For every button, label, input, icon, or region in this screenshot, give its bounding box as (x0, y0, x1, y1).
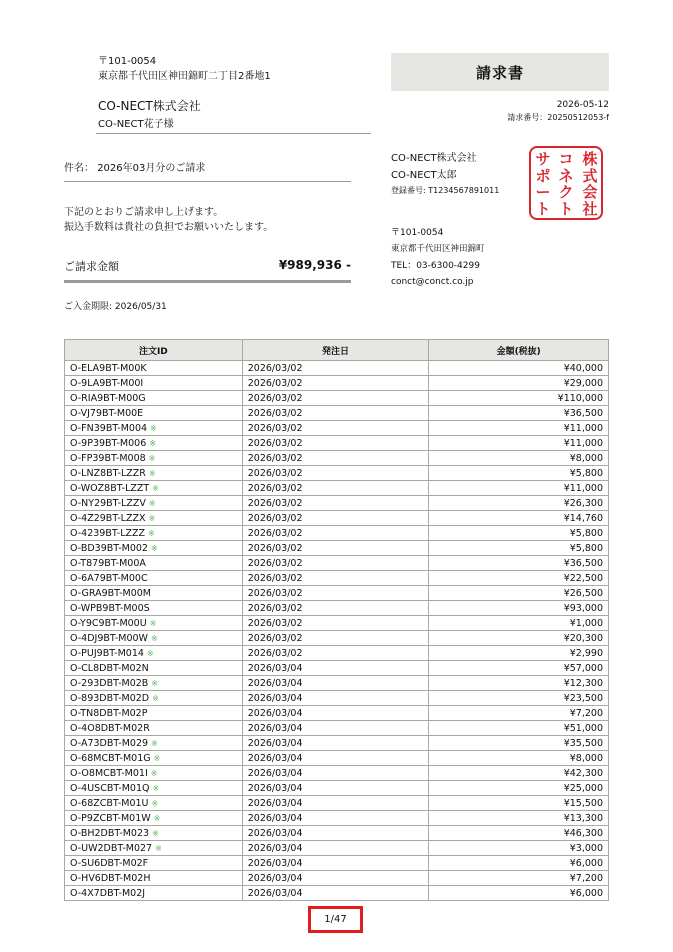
order-id-cell (65, 661, 243, 676)
order-date: 2026/03/04 (242, 826, 429, 841)
note-mark: ※ (153, 813, 161, 823)
order-amount: ¥42,300 (429, 766, 609, 781)
order-id: O-4X7DBT-M02J (70, 887, 146, 899)
note-mark: ※ (153, 753, 161, 763)
order-id-cell (65, 451, 243, 466)
table-row (65, 676, 609, 691)
note-mark: ※ (152, 483, 159, 493)
order-amount: ¥40,000 (429, 361, 609, 376)
table-row (65, 526, 609, 541)
note-mark: ※ (152, 828, 159, 838)
order-id-cell (65, 841, 243, 856)
note-mark: ※ (152, 783, 160, 793)
seal-char: サ (535, 150, 551, 168)
order-id-cell (65, 436, 243, 451)
order-date: 2026/03/02 (242, 451, 429, 466)
table-row (65, 706, 609, 721)
note-mark: ※ (149, 618, 157, 628)
table-row (65, 406, 609, 421)
table-row (65, 466, 609, 481)
order-id: O-ELA9BT-M00K (70, 362, 147, 374)
order-id: O-LNZ8BT-LZZR (70, 467, 146, 479)
order-date: 2026/03/04 (242, 661, 429, 676)
order-id: O-4DJ9BT-M00W (70, 632, 148, 644)
note-mark: ※ (151, 738, 158, 748)
seal-column (532, 151, 554, 217)
issuer-tel: TEL：03-6300-4299 (391, 261, 480, 271)
order-amount: ¥11,000 (429, 436, 609, 451)
order-id-cell (65, 706, 243, 721)
order-id: O-SU6DBT-M02F (70, 857, 149, 869)
order-amount: ¥6,000 (429, 856, 609, 871)
order-date: 2026/03/04 (242, 886, 429, 901)
order-amount: ¥35,500 (429, 736, 609, 751)
order-id-cell (65, 856, 243, 871)
table-row (65, 586, 609, 601)
table-row (65, 826, 609, 841)
header-order-id: 注文ID (65, 340, 243, 361)
order-date: 2026/03/02 (242, 601, 429, 616)
order-amount: ¥5,800 (429, 526, 609, 541)
header-order-date: 発注日 (242, 340, 429, 361)
order-id-cell (65, 646, 243, 661)
page-number: 1/47 (324, 914, 347, 925)
table-row (65, 781, 609, 796)
table-row (65, 511, 609, 526)
order-date: 2026/03/04 (242, 766, 429, 781)
order-date: 2026/03/04 (242, 691, 429, 706)
table-row (65, 661, 609, 676)
seal-char: 社 (582, 199, 598, 218)
subject-line (64, 162, 205, 176)
seal-char: ネ (558, 166, 574, 185)
order-id: O-6A79BT-M00C (70, 572, 148, 584)
note-mark: ※ (146, 648, 154, 658)
order-id-cell (65, 556, 243, 571)
order-id: O-HV6DBT-M02H (70, 872, 151, 884)
order-date: 2026/03/02 (242, 391, 429, 406)
table-row (65, 646, 609, 661)
order-amount: ¥13,300 (429, 811, 609, 826)
order-date: 2026/03/02 (242, 541, 429, 556)
seal-char: ト (535, 199, 551, 218)
order-id: O-4O8DBT-M02R (70, 722, 150, 734)
order-id-cell (65, 601, 243, 616)
order-amount: ¥12,300 (429, 676, 609, 691)
order-date: 2026/03/02 (242, 376, 429, 391)
order-id: O-PUJ9BT-M014 (70, 647, 144, 659)
order-amount: ¥8,000 (429, 751, 609, 766)
order-amount: ¥29,000 (429, 376, 609, 391)
order-date: 2026/03/02 (242, 586, 429, 601)
order-date: 2026/03/02 (242, 511, 429, 526)
order-date: 2026/03/02 (242, 631, 429, 646)
order-id-cell (65, 496, 243, 511)
order-date: 2026/03/02 (242, 496, 429, 511)
order-date: 2026/03/04 (242, 841, 429, 856)
order-id-cell (65, 421, 243, 436)
table-row (65, 436, 609, 451)
table-row (65, 886, 609, 901)
recipient-address: 東京都千代田区神田錦町二丁目2番地1 (98, 71, 271, 82)
order-id: O-BH2DBT-M023 (70, 827, 150, 839)
order-amount: ¥36,500 (429, 556, 609, 571)
table-row (65, 556, 609, 571)
invoice-number: 請求番号：20250512053-f (507, 113, 609, 122)
order-id: O-WOZ8BT-LZZT (70, 482, 150, 494)
order-id: O-FP39BT-M008 (70, 452, 146, 464)
order-id-cell (65, 571, 243, 586)
order-table (64, 339, 609, 901)
order-id-cell (65, 616, 243, 631)
company-seal-stamp (529, 146, 603, 220)
order-date: 2026/03/02 (242, 361, 429, 376)
order-date: 2026/03/04 (242, 706, 429, 721)
order-date: 2026/03/02 (242, 526, 429, 541)
seal-char: ポ (535, 166, 551, 185)
order-id: O-BD39BT-M002 (70, 542, 148, 554)
order-date: 2026/03/02 (242, 481, 429, 496)
recipient-divider (96, 133, 371, 134)
table-row (65, 601, 609, 616)
order-id: O-9P39BT-M006 (70, 437, 147, 449)
order-id-cell (65, 766, 243, 781)
order-id: O-9LA9BT-M00I (70, 377, 144, 389)
order-date: 2026/03/02 (242, 406, 429, 421)
table-row (65, 571, 609, 586)
order-amount: ¥5,800 (429, 466, 609, 481)
issuer-registration: 登録番号: T1234567891011 (391, 186, 500, 195)
order-date: 2026/03/04 (242, 856, 429, 871)
order-id-cell (65, 721, 243, 736)
order-id-cell (65, 526, 243, 541)
order-amount: ¥14,760 (429, 511, 609, 526)
table-row (65, 541, 609, 556)
order-date: 2026/03/04 (242, 871, 429, 886)
seal-char: 株 (582, 150, 598, 168)
header-amount: 金額(税抜) (429, 340, 609, 361)
order-id: O-GRA9BT-M00M (70, 587, 151, 599)
order-amount: ¥2,990 (429, 646, 609, 661)
table-row (65, 721, 609, 736)
issuer-postal: 〒101-0054 (391, 228, 444, 238)
note-mark: ※ (152, 693, 159, 703)
order-amount: ¥57,000 (429, 661, 609, 676)
order-date: 2026/03/04 (242, 721, 429, 736)
seal-char: ク (558, 183, 574, 201)
order-amount: ¥11,000 (429, 481, 609, 496)
order-id: O-WPB9BT-M00S (70, 602, 150, 614)
table-row (65, 691, 609, 706)
subject-label: 件名： (64, 163, 94, 174)
recipient-person: CO-NECT花子様 (98, 119, 174, 130)
order-amount: ¥110,000 (429, 391, 609, 406)
seal-char: ー (535, 183, 551, 201)
table-row (65, 736, 609, 751)
order-id-cell (65, 751, 243, 766)
seal-char: 式 (582, 166, 598, 185)
table-row (65, 856, 609, 871)
order-id-cell (65, 466, 243, 481)
intro-line-1: 下記のとおりご請求申し上げます。 (64, 207, 224, 218)
order-amount: ¥36,500 (429, 406, 609, 421)
issuer-company: CO-NECT株式会社 (391, 153, 477, 164)
issuer-email: conct@conct.co.jp (391, 277, 474, 287)
table-row (65, 361, 609, 376)
order-amount: ¥46,300 (429, 826, 609, 841)
table-row (65, 751, 609, 766)
order-id: O-UW2DBT-M027 (70, 842, 153, 854)
intro-line-2: 振込手数料は貴社の負担でお願いいたします。 (64, 222, 274, 233)
subject-divider (64, 181, 351, 182)
order-id: O-68ZCBT-M01U (70, 797, 149, 809)
order-amount: ¥7,200 (429, 871, 609, 886)
order-date: 2026/03/02 (242, 436, 429, 451)
order-id-cell (65, 586, 243, 601)
due-date: ご入金期限: 2026/05/31 (64, 302, 167, 312)
table-row (65, 616, 609, 631)
order-amount: ¥51,000 (429, 721, 609, 736)
total-amount: ¥989,936 - (278, 258, 351, 272)
order-id: O-4239BT-LZZZ (70, 527, 146, 539)
order-amount: ¥25,000 (429, 781, 609, 796)
order-amount: ¥1,000 (429, 616, 609, 631)
order-id-cell (65, 871, 243, 886)
note-mark: ※ (148, 468, 156, 478)
table-row (65, 496, 609, 511)
order-id-cell (65, 406, 243, 421)
order-date: 2026/03/04 (242, 796, 429, 811)
order-id-cell (65, 541, 243, 556)
seal-char: 会 (582, 183, 598, 201)
order-id: O-P9ZCBT-M01W (70, 812, 151, 824)
recipient-company: CO-NECT株式会社 (98, 99, 201, 113)
note-mark: ※ (150, 423, 157, 433)
document-title: 請求書 (475, 63, 524, 82)
order-date: 2026/03/02 (242, 466, 429, 481)
order-amount: ¥26,300 (429, 496, 609, 511)
order-date: 2026/03/02 (242, 421, 429, 436)
table-body (65, 361, 609, 901)
order-id-cell (65, 691, 243, 706)
seal-char: コ (558, 150, 574, 168)
order-amount: ¥7,200 (429, 706, 609, 721)
order-id-cell (65, 736, 243, 751)
order-id-cell (65, 811, 243, 826)
note-mark: ※ (150, 633, 158, 643)
order-date: 2026/03/02 (242, 556, 429, 571)
total-label: ご請求金額 (64, 260, 119, 273)
issuer-address: 東京都千代田区神田錦町 (391, 244, 485, 254)
order-date: 2026/03/02 (242, 571, 429, 586)
order-id-cell (65, 886, 243, 901)
order-id-cell (65, 781, 243, 796)
order-id: O-68MCBT-M01G (70, 752, 151, 764)
order-amount: ¥3,000 (429, 841, 609, 856)
order-id: O-4USCBT-M01Q (70, 782, 150, 794)
seal-char: ト (558, 199, 574, 218)
order-id: O-893DBT-M02D (70, 692, 150, 704)
page-indicator[interactable] (308, 906, 363, 933)
table-row (65, 376, 609, 391)
order-id: O-VJ79BT-M00E (70, 407, 144, 419)
note-mark: ※ (148, 528, 155, 538)
order-id: O-NY29BT-LZZV (70, 497, 146, 509)
table-row (65, 391, 609, 406)
order-date: 2026/03/04 (242, 781, 429, 796)
order-date: 2026/03/02 (242, 616, 429, 631)
seal-column (555, 151, 577, 217)
order-id-cell (65, 481, 243, 496)
document-title-box (391, 53, 609, 91)
order-amount: ¥11,000 (429, 421, 609, 436)
order-id: O-4Z29BT-LZZX (70, 512, 146, 524)
order-id-cell (65, 676, 243, 691)
table-row (65, 871, 609, 886)
order-id-cell (65, 511, 243, 526)
table-row (65, 811, 609, 826)
note-mark: ※ (148, 513, 156, 523)
order-id: O-TN8DBT-M02P (70, 707, 148, 719)
table-row (65, 631, 609, 646)
order-amount: ¥15,500 (429, 796, 609, 811)
order-id-cell (65, 391, 243, 406)
order-id-cell (65, 796, 243, 811)
order-date: 2026/03/02 (242, 646, 429, 661)
order-id: O-Y9C9BT-M00U (70, 617, 147, 629)
order-id: O-T879BT-M00A (70, 557, 146, 569)
order-date: 2026/03/04 (242, 751, 429, 766)
order-amount: ¥93,000 (429, 601, 609, 616)
note-mark: ※ (148, 453, 156, 463)
note-mark: ※ (151, 798, 159, 808)
order-amount: ¥26,500 (429, 586, 609, 601)
table-row (65, 841, 609, 856)
order-id: O-A73DBT-M029 (70, 737, 149, 749)
table-row (65, 481, 609, 496)
table-row (65, 796, 609, 811)
order-amount: ¥22,500 (429, 571, 609, 586)
order-id: O-O8MCBT-M01I (70, 767, 148, 779)
order-id-cell (65, 361, 243, 376)
note-mark: ※ (150, 768, 158, 778)
note-mark: ※ (155, 843, 162, 853)
issuer-person: CO-NECT太郎 (391, 170, 457, 181)
order-id: O-CL8DBT-M02N (70, 662, 149, 674)
subject-value: 2026年03月分のご請求 (97, 163, 206, 174)
table-header-row (65, 340, 609, 361)
order-id: O-RIA9BT-M00G (70, 392, 146, 404)
recipient-postal: 〒101-0054 (98, 56, 157, 67)
order-amount: ¥6,000 (429, 886, 609, 901)
note-mark: ※ (150, 543, 158, 553)
order-date: 2026/03/04 (242, 736, 429, 751)
issue-date: 2026-05-12 (556, 100, 609, 110)
order-date: 2026/03/04 (242, 676, 429, 691)
order-id: O-FN39BT-M004 (70, 422, 148, 434)
order-amount: ¥5,800 (429, 541, 609, 556)
order-amount: ¥20,300 (429, 631, 609, 646)
order-amount: ¥23,500 (429, 691, 609, 706)
order-id-cell (65, 631, 243, 646)
table-row (65, 451, 609, 466)
order-id-cell (65, 826, 243, 841)
note-mark: ※ (148, 498, 156, 508)
seal-column (579, 151, 601, 217)
note-mark: ※ (151, 678, 158, 688)
order-id: O-293DBT-M02B (70, 677, 149, 689)
table-row (65, 766, 609, 781)
total-divider (64, 280, 351, 283)
order-amount: ¥8,000 (429, 451, 609, 466)
table-row (65, 421, 609, 436)
note-mark: ※ (149, 438, 156, 448)
order-id-cell (65, 376, 243, 391)
order-date: 2026/03/04 (242, 811, 429, 826)
